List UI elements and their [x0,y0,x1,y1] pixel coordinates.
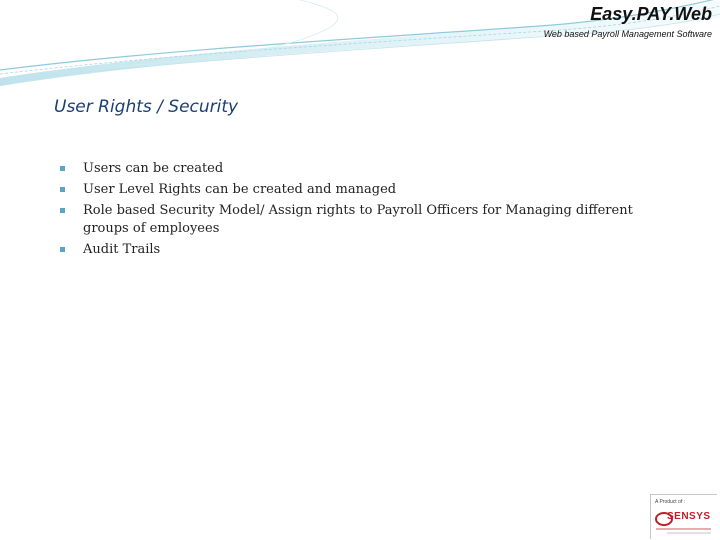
square-bullet-icon [60,166,65,171]
bullet-item [60,202,640,238]
bullet-text: Role based Security Model/ Assign rights to Payroll Officers for Managing different groups of employees [83,203,633,236]
bullet-text: User Level Rights can be created and managed [83,182,397,197]
logo-brand-text: SENSYS [667,511,711,522]
square-bullet-icon [60,208,65,213]
slide-heading: User Rights / Security [54,97,239,117]
app-subtitle: Web based Payroll Management Software [543,29,712,39]
bullet-text: Users can be created [83,161,224,176]
bullet-item [60,160,640,178]
bullet-item [60,241,640,259]
square-bullet-icon [60,187,65,192]
bullet-item [60,181,640,199]
app-title: Easy.PAY.Web [590,4,712,24]
square-bullet-icon [60,247,65,252]
bullet-list [60,160,640,262]
logo-caption: A Product of : [655,499,686,505]
company-logo-box [650,494,717,539]
bullet-text: Audit Trails [83,242,161,257]
